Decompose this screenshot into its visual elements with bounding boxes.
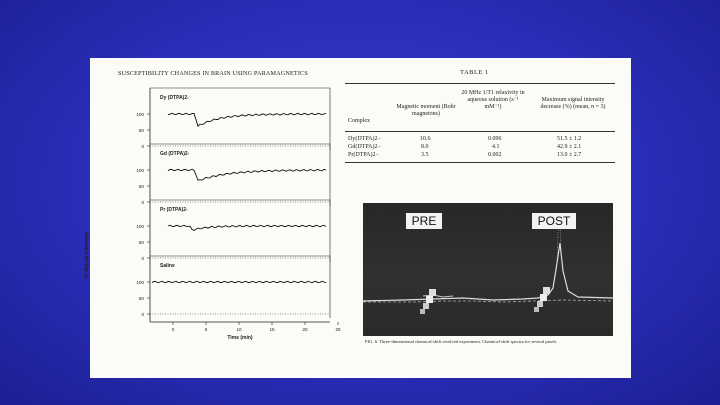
y-tick-label: 50 <box>138 127 144 133</box>
panel-label: Gd (DTPA)2- <box>160 151 190 157</box>
row-relaxivity: 4.1 <box>492 144 500 150</box>
signal-trace <box>168 225 326 230</box>
y-tick-label: 100 <box>136 223 144 229</box>
signal-trace <box>168 169 326 180</box>
signal-trace <box>168 113 326 126</box>
header-signal-decrease: Maximum signal intensity decrease (%) (mean, n = 3) <box>540 97 606 110</box>
y-tick-label: 100 <box>136 167 144 173</box>
header-magnetic-moment: Magnetic moment (Bohr magnetons) <box>396 104 456 117</box>
x-tick-label: 5 <box>204 327 208 332</box>
y-tick-label: 100 <box>136 279 144 285</box>
spectra-photograph <box>363 203 613 336</box>
row-decrease: 42.9 ± 2.1 <box>557 144 582 150</box>
y-tick-label: 0 <box>141 311 144 317</box>
row-complex: Gd(DTPA)2− <box>348 144 381 150</box>
panel-label: Pr (DTPA)2- <box>160 207 188 213</box>
post-label: POST <box>532 213 576 229</box>
table-bottom-rule <box>345 162 615 163</box>
header-complex: Complex <box>348 118 370 124</box>
row-relaxivity: 0.096 <box>488 136 502 142</box>
row-moment: 3.5 <box>421 152 429 158</box>
table-header-rule <box>345 131 615 132</box>
x-tick-label: 10 <box>236 327 242 332</box>
x-tick-label: 0 <box>171 327 175 332</box>
row-relaxivity: 0.002 <box>488 152 502 158</box>
y-tick-label: 0 <box>141 199 144 205</box>
row-moment: 8.0 <box>421 144 429 150</box>
y-tick-label: 50 <box>138 183 144 189</box>
y-tick-label: 50 <box>138 239 144 245</box>
pre-label: PRE <box>406 213 442 229</box>
figure-title: SUSCEPTIBILITY CHANGES IN BRAIN USING PARAMAGNETICS <box>118 70 308 77</box>
signal-trace <box>152 281 326 283</box>
row-decrease: 51.5 ± 1.2 <box>557 136 582 142</box>
y-tick-label: 0 <box>141 143 144 149</box>
x-tick-label: 15 <box>269 327 275 332</box>
x-tick-label: 25 <box>335 327 341 332</box>
row-moment: 10.6 <box>420 136 431 142</box>
figure-caption: FIG. 6. Three-dimensional chemical-shift resolved experiment. Chemical-shift spectra for several pixels <box>365 339 557 344</box>
x-tick-label: 20 <box>302 327 308 332</box>
journal-page <box>84 58 631 378</box>
row-decrease: 13.0 ± 2.7 <box>557 152 582 158</box>
y-tick-label: 50 <box>138 295 144 301</box>
row-complex: Pr(DTPA)2− <box>348 152 379 158</box>
panel-label: Dy (DTPA)2- <box>160 95 189 101</box>
y-tick-label: 0 <box>141 255 144 261</box>
x-axis-label: Time (min) <box>227 335 253 341</box>
header-relaxivity: 20 MHz 1/T1 relaxivity in aqueous solution (s⁻¹ mM⁻¹) <box>461 90 525 110</box>
y-axis-label: % Signal Intensity <box>84 231 90 278</box>
y-tick-label: 100 <box>136 111 144 117</box>
signal-intensity-figure <box>90 78 360 378</box>
table-top-rule <box>345 83 615 84</box>
row-complex: Dy(DTPA)2− <box>348 136 381 142</box>
panel-label: Saline <box>160 263 175 269</box>
table-title: TABLE 1 <box>460 69 489 76</box>
